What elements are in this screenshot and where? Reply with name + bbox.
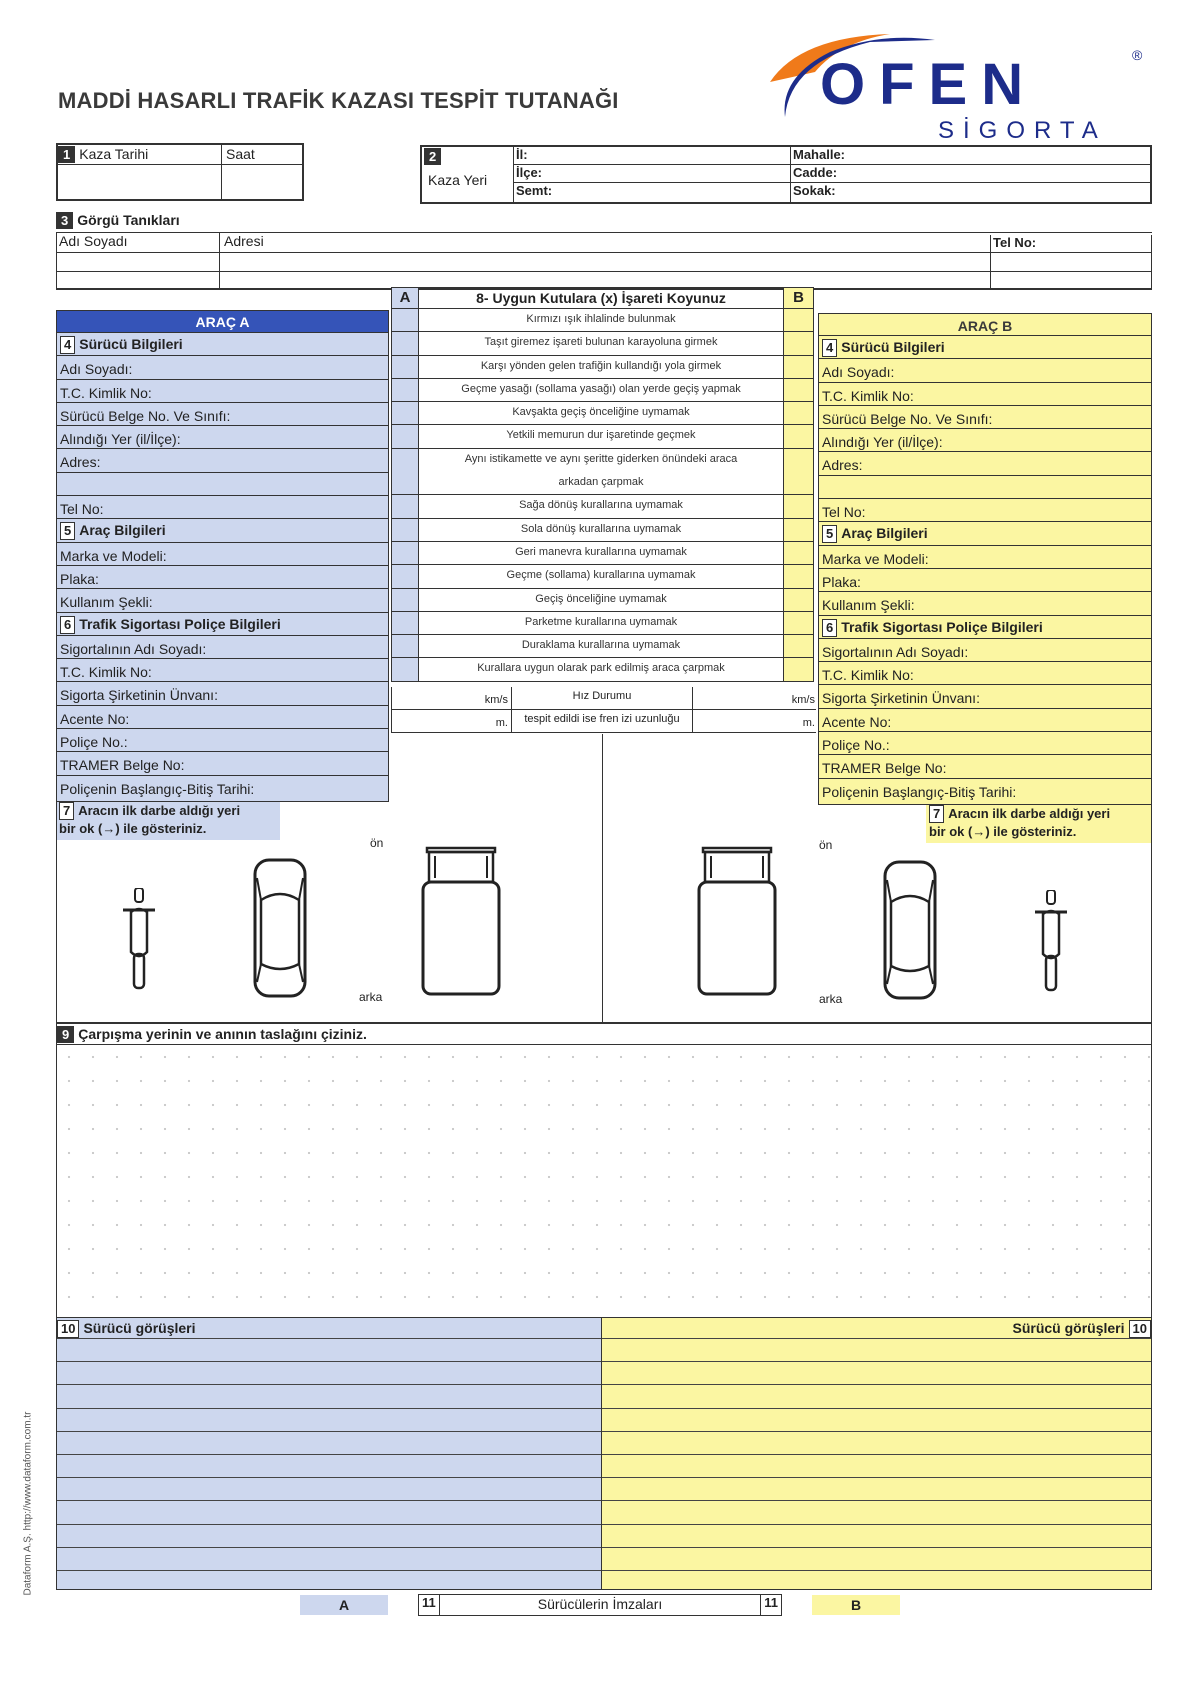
diagram-a-front-label: ön	[370, 836, 384, 850]
checkbox-a[interactable]	[392, 635, 418, 658]
vehicle-a-policy-no[interactable]: Poliçe No.:	[57, 729, 388, 752]
vehicle-b-driver-tc[interactable]: T.C. Kimlik No:	[819, 383, 1151, 406]
motorcycle-b-icon[interactable]	[1031, 890, 1071, 994]
vehicle-b-driver-title: Sürücü Bilgileri	[841, 339, 945, 355]
checkbox-a[interactable]	[392, 565, 418, 588]
accident-date-box	[56, 143, 304, 201]
comment-line[interactable]	[57, 1339, 601, 1362]
checkbox-b[interactable]	[784, 542, 813, 565]
section-number: 10	[57, 1320, 79, 1338]
checkbox-a[interactable]	[392, 542, 418, 565]
vehicle-a-impact-line1: Aracın ilk darbe aldığı yeri	[78, 803, 241, 818]
car-a-icon[interactable]	[251, 858, 309, 998]
checklist-item: Parketme kurallarına uymamak	[419, 612, 783, 635]
witness-address-header: Adresi	[224, 233, 264, 249]
cadde-field[interactable]: Cadde:	[791, 165, 1150, 183]
vehicle-a-agency[interactable]: Acente No:	[57, 706, 388, 729]
checklist-item: Geçme (sollama) kurallarına uymamak	[419, 565, 783, 588]
checkbox-a[interactable]	[392, 332, 418, 355]
section-number: 4	[60, 336, 75, 354]
section-number: 6	[822, 619, 837, 637]
comment-line[interactable]	[57, 1478, 601, 1501]
vehicle-a-tel[interactable]: Tel No:	[57, 496, 388, 519]
vehicle-a-policy-dates[interactable]: Poliçenin Başlangıç-Bitiş Tarihi:	[60, 780, 255, 797]
checkbox-a[interactable]	[392, 379, 418, 402]
witnesses-table	[56, 232, 1152, 290]
truck-b-icon[interactable]	[697, 844, 777, 998]
semt-field[interactable]: Semt:	[516, 183, 553, 198]
section-number: 9	[57, 1026, 74, 1043]
driver-comments	[56, 1318, 1152, 1590]
vehicle-a-tramer[interactable]: TRAMER Belge No:	[57, 752, 388, 775]
checklist-item: arkadan çarpmak	[419, 472, 783, 495]
signatures-label: Sürücülerin İmzaları	[537, 1596, 663, 1612]
vehicle-b-policy-dates[interactable]: Poliçenin Başlangıç-Bitiş Tarihi:	[822, 783, 1017, 800]
section-number: 10	[1129, 1320, 1151, 1338]
logo-subtext: SİGORTA	[938, 117, 1107, 142]
checkbox-b[interactable]	[784, 519, 813, 542]
vehicle-b-policy-no[interactable]: Poliçe No.:	[819, 732, 1151, 755]
sketch-section	[56, 1022, 1152, 1318]
vehicle-b-address-2[interactable]	[819, 476, 1151, 499]
section-number: 7	[929, 805, 944, 823]
brake-a-unit: m.	[391, 710, 511, 732]
checklist-item: Aynı istikamette ve aynı şeritte giderken önündeki araca	[464, 452, 738, 465]
checkbox-a[interactable]	[392, 589, 418, 612]
checklist-item: Geçiş önceliğine uymamak	[419, 589, 783, 612]
vehicle-b-header: ARAÇ B	[819, 314, 1151, 336]
checklist-item: Yetkili memurun dur işaretinde geçmek	[419, 425, 783, 448]
section-number: 5	[822, 525, 837, 543]
company-logo	[760, 22, 1160, 142]
vehicle-b-license[interactable]: Sürücü Belge No. Ve Sınıfı:	[819, 406, 1151, 429]
speed-brake-rows	[391, 687, 816, 734]
checklist	[391, 287, 816, 727]
vehicle-a-insured-name[interactable]: Sigortalının Adı Soyadı:	[57, 636, 388, 659]
checkbox-a[interactable]	[392, 449, 418, 472]
location-label: Kaza Yeri	[428, 172, 488, 188]
witnesses-title	[56, 212, 180, 229]
checkbox-b[interactable]	[784, 379, 813, 402]
comment-line[interactable]	[57, 1501, 601, 1524]
checklist-item: Kırmızı ışık ihlalinde bulunmak	[419, 309, 783, 332]
section-number: 7	[59, 802, 74, 820]
checklist-item: Geri manevra kurallarına uymamak	[419, 542, 783, 565]
vehicle-a-panel	[56, 310, 389, 802]
vehicle-b-agency[interactable]: Acente No:	[819, 709, 1151, 732]
comment-line[interactable]	[602, 1455, 1151, 1478]
vehicle-a-plate[interactable]: Plaka:	[57, 566, 388, 589]
car-b-icon[interactable]	[881, 860, 939, 1000]
section-number: 1	[58, 146, 75, 163]
comment-line[interactable]	[602, 1432, 1151, 1455]
vehicle-a-policy-title: Trafik Sigortası Poliçe Bilgileri	[79, 615, 281, 632]
truck-a-icon[interactable]	[421, 844, 501, 998]
vehicle-a-driver-name[interactable]: Adı Soyadı:	[57, 356, 388, 379]
checklist-item: Kurallara uygun olarak park edilmiş araca çarpmak	[419, 658, 783, 681]
vehicle-b-make-model[interactable]: Marka ve Modeli:	[819, 546, 1151, 569]
driver-a-comments-label: Sürücü görüşleri	[83, 1320, 196, 1336]
speed-label: Hız Durumu	[511, 687, 693, 709]
checklist-item: Duraklama kurallarına uymamak	[419, 635, 783, 658]
comment-line[interactable]	[602, 1525, 1151, 1548]
checkbox-b[interactable]	[784, 635, 813, 658]
vehicle-b-policy-title: Trafik Sigortası Poliçe Bilgileri	[841, 618, 1043, 635]
vehicle-b-license-place[interactable]: Alındığı Yer (il/İlçe):	[819, 429, 1151, 452]
mahalle-field[interactable]: Mahalle:	[791, 147, 1150, 165]
comment-line[interactable]	[57, 1362, 601, 1385]
checkbox-b[interactable]	[784, 425, 813, 448]
registered-mark: ®	[1132, 47, 1143, 63]
checklist-item: Sola dönüş kurallarına uymamak	[419, 519, 783, 542]
diagram-a-rear-label: arka	[359, 990, 383, 1004]
vehicle-a-driver-tc[interactable]: T.C. Kimlik No:	[57, 380, 388, 403]
driver-b-comments[interactable]	[602, 1318, 1151, 1589]
section-number: 2	[424, 148, 441, 165]
vehicle-b-tel[interactable]: Tel No:	[819, 499, 1151, 522]
comment-line[interactable]	[602, 1409, 1151, 1432]
checklist-col-a: A	[391, 287, 419, 309]
printer-side-text: Dataform A.Ş. http://www.dataform.com.tr	[22, 1411, 34, 1596]
comment-line[interactable]	[602, 1385, 1151, 1408]
checklist-title: 8- Uygun Kutulara (x) İşareti Koyunuz	[419, 287, 784, 309]
speed-b-unit: km/s	[791, 694, 815, 706]
vehicle-diagram-area	[56, 734, 1152, 1022]
vehicle-a-insured-tc[interactable]: T.C. Kimlik No:	[57, 659, 388, 682]
checkbox-b[interactable]	[784, 472, 813, 495]
accident-time-label: Saat	[226, 146, 255, 162]
checkbox-b[interactable]	[784, 589, 813, 612]
vehicle-b-insured-name[interactable]: Sigortalının Adı Soyadı:	[819, 639, 1151, 662]
checkbox-a[interactable]	[392, 495, 418, 518]
driver-b-comments-label: Sürücü görüşleri	[1012, 1320, 1125, 1336]
signature-b-label[interactable]: B	[812, 1595, 900, 1615]
checkbox-b[interactable]	[784, 332, 813, 355]
accident-date-label: Kaza Tarihi	[79, 146, 149, 162]
witnesses-label: Görgü Tanıkları	[77, 212, 180, 228]
signatures-bar	[418, 1594, 782, 1616]
vehicle-b-driver-name[interactable]: Adı Soyadı:	[819, 359, 1151, 382]
checkbox-a[interactable]	[392, 612, 418, 635]
vehicle-a-vehicle-title: Araç Bilgileri	[79, 522, 166, 539]
comment-line[interactable]	[57, 1525, 601, 1548]
checkbox-b[interactable]	[784, 495, 813, 518]
section-number: 11	[760, 1595, 781, 1615]
vehicle-a-insurer[interactable]: Sigorta Şirketinin Ünvanı:	[57, 682, 388, 705]
brake-b-unit: m.	[802, 717, 815, 729]
checkbox-b[interactable]	[784, 612, 813, 635]
il-field[interactable]: İl:	[514, 147, 790, 165]
section-number: 6	[60, 616, 75, 634]
checkbox-a[interactable]	[392, 309, 418, 332]
checklist-item: Karşı yönden gelen trafiğin kullandığı yola girmek	[419, 356, 783, 379]
accident-date-input[interactable]	[58, 165, 222, 200]
section-number: 3	[56, 212, 73, 229]
checkbox-b[interactable]	[784, 658, 813, 681]
sokak-field[interactable]: Sokak:	[793, 183, 836, 198]
vehicle-b-impact-line2: bir ok (→) ile gösteriniz.	[929, 824, 1077, 839]
logo-text: OFEN	[820, 52, 1038, 117]
checkbox-b[interactable]	[784, 356, 813, 379]
vehicle-b-vehicle-title: Araç Bilgileri	[841, 525, 928, 542]
checklist-item: Taşıt giremez işareti bulunan karayoluna girmek	[419, 332, 783, 355]
comment-line[interactable]	[602, 1501, 1151, 1524]
vehicle-a-impact-line2: bir ok (→) ile gösteriniz.	[59, 821, 207, 836]
sketch-label: Çarpışma yerinin ve anının taslağını çiziniz.	[78, 1026, 367, 1042]
comment-line[interactable]	[57, 1455, 601, 1478]
comment-line[interactable]	[602, 1548, 1151, 1571]
vehicle-b-plate[interactable]: Plaka:	[819, 569, 1151, 592]
section-number: 11	[419, 1595, 440, 1615]
vehicle-a-address[interactable]: Adres:	[57, 449, 388, 472]
comment-line[interactable]	[57, 1432, 601, 1455]
brake-label: tespit edildi ise fren izi uzunluğu	[511, 710, 693, 732]
comment-line[interactable]	[602, 1362, 1151, 1385]
motorcycle-a-icon[interactable]	[119, 888, 159, 992]
vehicle-b-tramer[interactable]: TRAMER Belge No:	[819, 755, 1151, 778]
vehicle-a-address-2[interactable]	[57, 473, 388, 496]
checkbox-a[interactable]	[392, 519, 418, 542]
accident-location-box	[420, 145, 1152, 204]
vehicle-a-license[interactable]: Sürücü Belge No. Ve Sınıfı:	[57, 403, 388, 426]
checkbox-b[interactable]	[784, 402, 813, 425]
vehicle-b-impact-line1: Aracın ilk darbe aldığı yeri	[948, 806, 1111, 821]
driver-a-comments[interactable]	[57, 1318, 602, 1589]
vehicle-a-driver-title: Sürücü Bilgileri	[79, 336, 183, 352]
comment-line[interactable]	[602, 1478, 1151, 1501]
comment-line[interactable]	[602, 1339, 1151, 1362]
witness-name-header: Adı Soyadı	[59, 233, 128, 249]
witness-tel-header: Tel No:	[993, 235, 1037, 250]
checkbox-b[interactable]	[784, 449, 813, 472]
diagram-b-front-label: ön	[819, 838, 833, 852]
section-number: 5	[60, 522, 75, 540]
ilce-field[interactable]: İlçe:	[514, 165, 790, 183]
checklist-item: Sağa dönüş kurallarına uymamak	[419, 495, 783, 518]
vehicle-a-usage[interactable]: Kullanım Şekli:	[57, 589, 388, 612]
document-title: MADDİ HASARLI TRAFİK KAZASI TESPİT TUTANAĞI	[58, 88, 619, 113]
section-number: 4	[822, 339, 837, 357]
checkbox-a[interactable]	[392, 425, 418, 448]
vehicle-a-header: ARAÇ A	[57, 311, 388, 333]
speed-a-unit: km/s	[391, 687, 511, 709]
comment-line[interactable]	[57, 1385, 601, 1408]
vehicle-b-panel	[818, 313, 1152, 805]
vehicle-b-insured-tc[interactable]: T.C. Kimlik No:	[819, 662, 1151, 685]
vehicle-a-license-place[interactable]: Alındığı Yer (il/İlçe):	[57, 426, 388, 449]
checkbox-b[interactable]	[784, 565, 813, 588]
accident-time-input[interactable]	[222, 165, 302, 200]
checklist-item: Geçme yasağı (sollama yasağı) olan yerde geçiş yapmak	[419, 379, 783, 402]
diagram-b-rear-label: arka	[819, 992, 843, 1006]
checkbox-a[interactable]	[392, 472, 418, 495]
checklist-col-b: B	[784, 287, 814, 309]
checkbox-a[interactable]	[392, 658, 418, 681]
vehicle-a-make-model[interactable]: Marka ve Modeli:	[57, 543, 388, 566]
checkbox-a[interactable]	[392, 402, 418, 425]
signature-a-label[interactable]: A	[300, 1595, 388, 1615]
checklist-item: Kavşakta geçiş önceliğine uymamak	[419, 402, 783, 425]
checkbox-b[interactable]	[784, 309, 813, 332]
vehicle-b-insurer[interactable]: Sigorta Şirketinin Ünvanı:	[819, 685, 1151, 708]
sketch-canvas[interactable]	[57, 1045, 1151, 1316]
checkbox-a[interactable]	[392, 356, 418, 379]
logo-graphic	[760, 22, 1160, 142]
comment-line[interactable]	[57, 1409, 601, 1432]
comment-line[interactable]	[57, 1548, 601, 1571]
vehicle-b-address[interactable]: Adres:	[819, 452, 1151, 475]
vehicle-b-usage[interactable]: Kullanım Şekli:	[819, 592, 1151, 615]
